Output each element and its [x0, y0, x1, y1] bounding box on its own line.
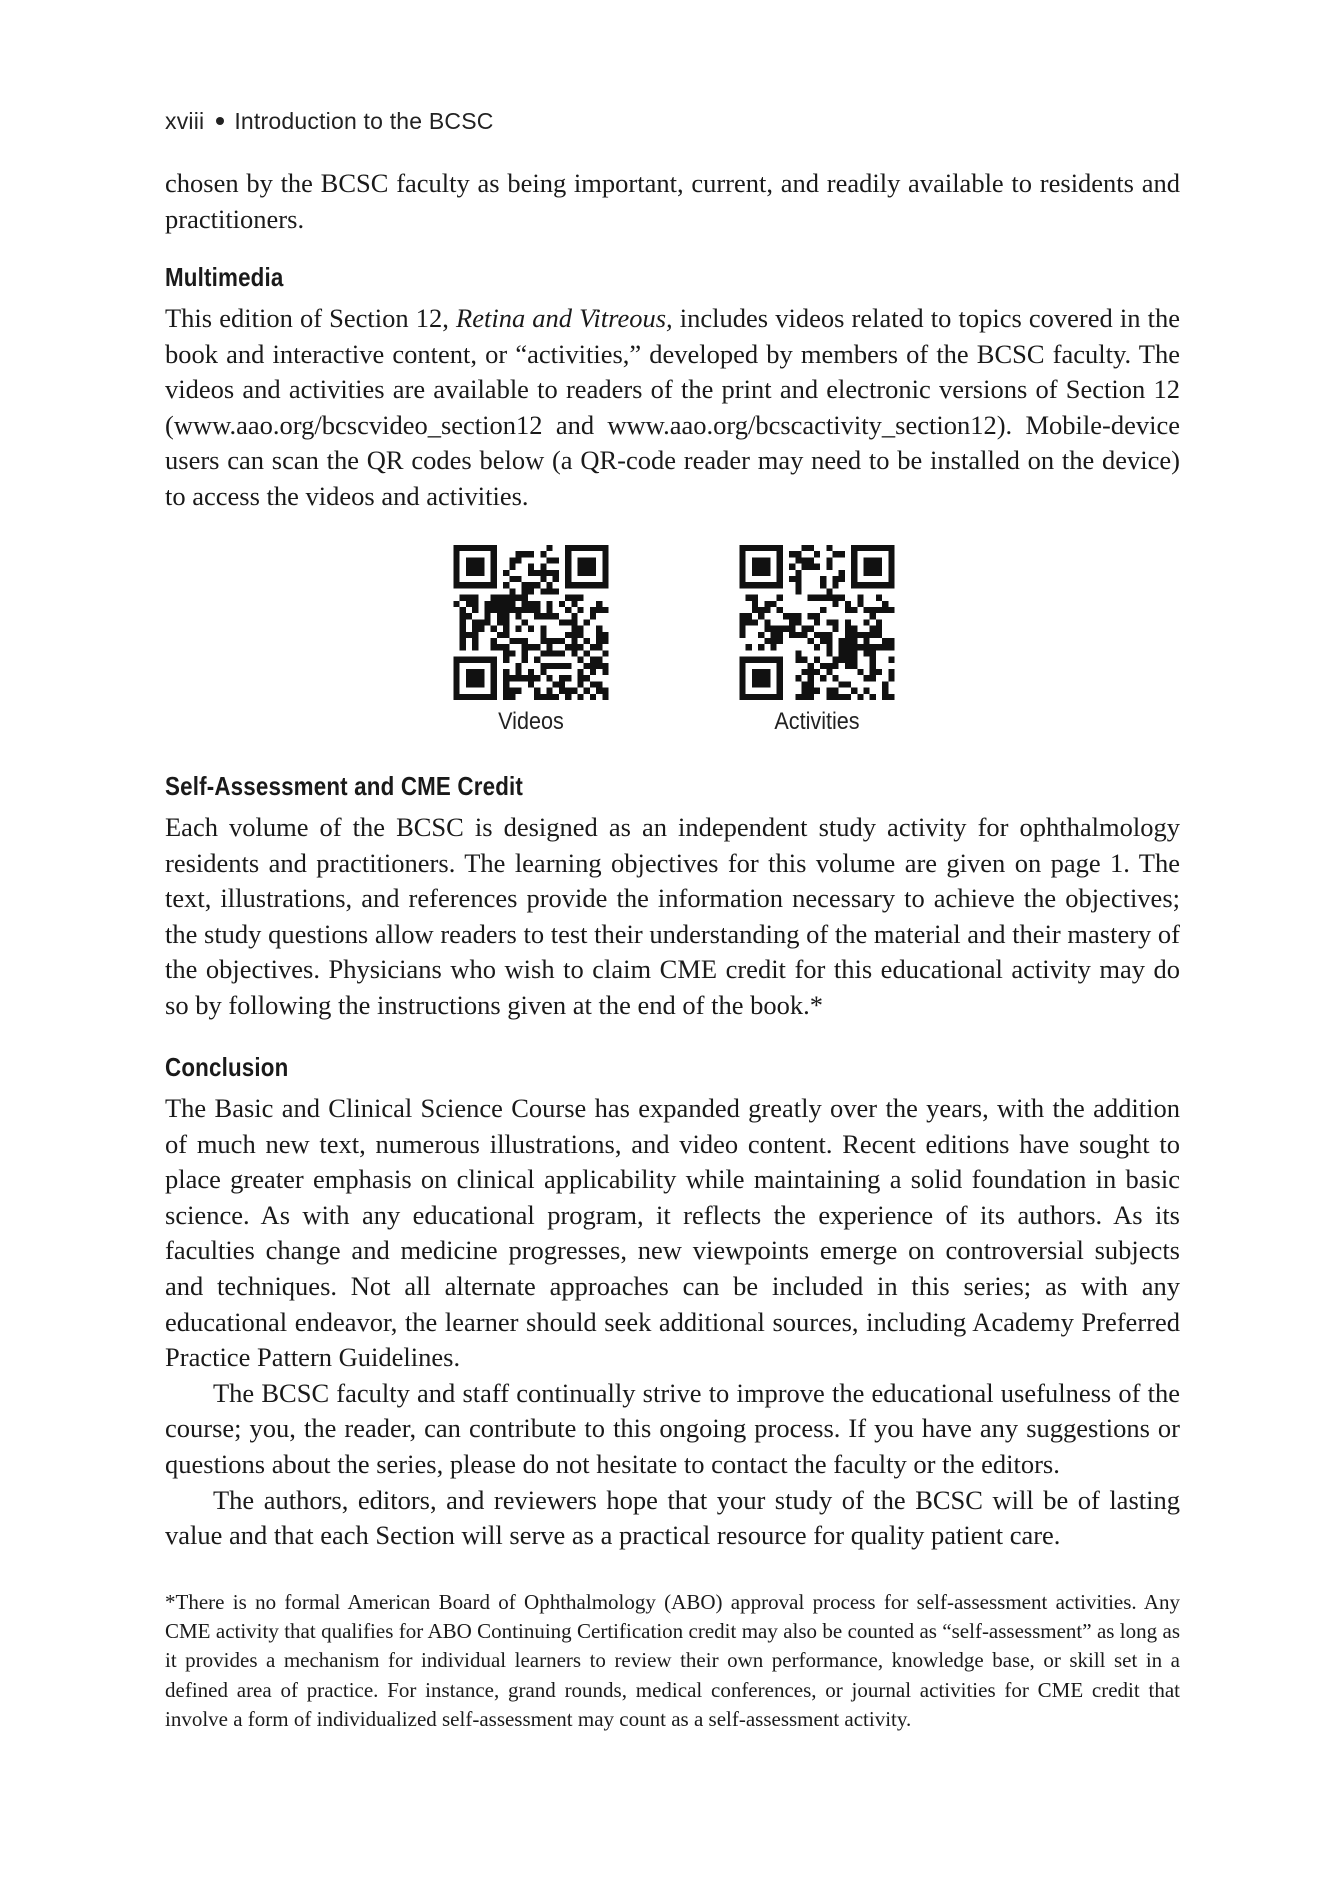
videos-qr-code[interactable] [451, 545, 611, 700]
self-assessment-heading: Self-Assessment and CME Credit [165, 771, 524, 801]
bullet-separator-icon [216, 117, 224, 125]
footnote-block [165, 1588, 1180, 1734]
multimedia-para-start: This edition of Section 12, [165, 303, 457, 333]
intro-continuation-block [165, 166, 1180, 237]
videos-qr-label: Videos [498, 708, 564, 735]
self-assessment-section [165, 771, 1180, 1024]
multimedia-para-italic: Retina and Vitreous, [456, 303, 673, 333]
qr-code-row [165, 545, 1180, 745]
page-number: xviii [165, 108, 205, 134]
multimedia-paragraph [165, 301, 1180, 515]
conclusion-heading: Conclusion [165, 1052, 289, 1082]
videos-qr-code-image [451, 545, 611, 700]
multimedia-para-rest: includes videos related to topics covered in the book and interactive content, or “activities,” developed by members of the BCSC faculty. The videos and activities are available to readers of the print and electronic versions of Section 12 (www.aao.org/bcscvideo_section12 and www.aao.org/bcscactivity_section12). Mobile-device users can scan the QR codes below (a QR-code reader may need to be installed on the device) to access the videos and activities. [165, 303, 1180, 511]
intro-continuation-paragraph: chosen by the BCSC faculty as being important, current, and readily available to residents and practitioners. [165, 168, 1180, 234]
conclusion-paragraph-1: The Basic and Clinical Science Course has expanded greatly over the years, with the addition of much new text, numerous illustrations, and video content. Recent editions have sought to place greater emphasis on clinical applicability while maintaining a solid foundation in basic science. As with any educational program, it reflects the experience of its authors. As its faculties change and medicine progresses, new viewpoints emerge on controversial subjects and techniques. Not all alternate approaches can be included in this series; as with any educational endeavor, the learner should seek additional sources, including Academy Preferred Practice Pattern Guidelines. [165, 1093, 1180, 1373]
activities-qr-code[interactable] [737, 545, 897, 700]
conclusion-paragraph-3: The authors, editors, and reviewers hope that your study of the BCSC will be of lasting value and that each Section will serve as a practical resource for quality patient care. [165, 1484, 1180, 1551]
multimedia-section [165, 262, 1180, 515]
conclusion-section [165, 1052, 1180, 1554]
running-head [165, 108, 494, 135]
activities-qr-code-image [737, 545, 897, 700]
conclusion-paragraph-2: The BCSC faculty and staff continually strive to improve the educational usefulness of the course; you, the reader, can contribute to this ongoing process. If you have any suggestions or questions about the series, please do not hesitate to contact the faculty or the editors. [165, 1377, 1180, 1479]
multimedia-heading: Multimedia [165, 262, 284, 292]
footnote: *There is no formal American Board of Ophthalmology (ABO) approval process for self-assessment activities. Any CME activity that qualifies for ABO Continuing Certification credit may also be counted as “self-assessment” as long as it provides a mechanism for individual learners to review their own performance, knowledge base, or skill set in a defined area of practice. For instance, grand rounds, medical conferences, or journal activities for CME credit that involve a form of individualized self-assessment may count as a self-assessment activity. [165, 1590, 1180, 1731]
activities-qr-label: Activities [774, 708, 860, 735]
running-head-title: Introduction to the BCSC [234, 108, 494, 134]
self-assessment-paragraph: Each volume of the BCSC is designed as an independent study activity for ophthalmology residents and practitioners. The learning objectives for this volume are given on page 1. The text, illustrations, and references provide the information necessary to achieve the objectives; the study questions allow readers to test their understanding of the material and their mastery of the objectives. Physicians who wish to claim CME credit for this educational activity may do so by following the instructions given at the end of the book.* [165, 812, 1180, 1020]
